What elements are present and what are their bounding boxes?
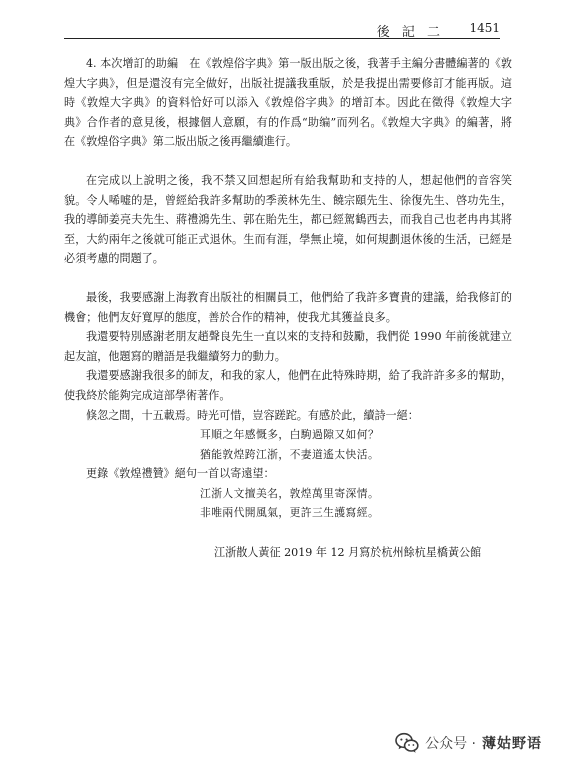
page-number: 1451 bbox=[469, 21, 500, 35]
paragraph-poem-intro: 倏忽之間，十五載焉。時光可惜，豈容蹉跎。有感於此，續詩一絕： bbox=[86, 408, 419, 422]
paragraph-remembrance: 在完成以上說明之後，我不禁又回想起所有給我幫助和支持的人，想起他們的音容笑貌。令人唏嘘的是，曾經給我許多幫助的季羨林先生、饒宗頤先生、徐復先生、啓功先生，我的導師姜亮夫先生、蔣禮鴻先生、郭在貽先生，都已經駕鶴西去，而我自己也老冉冉其將至，大約兩年之後就可能正式退休。生而有涯，學無止境，如何規劃退休後的生活，已經是必須考慮的問題了。 bbox=[64, 173, 512, 266]
page-body bbox=[64, 54, 512, 563]
wechat-icon bbox=[395, 732, 419, 754]
poem-line: 猶能敦煌跨江浙，不妻道遙太快活。 bbox=[200, 447, 380, 461]
running-header bbox=[64, 20, 500, 39]
poem2-intro: 更錄《敦煌禮贊》絕句一首以寄遠望： bbox=[86, 467, 275, 481]
paragraph-assistant-editors: 4. 本次增訂的助編 在《敦煌俗字典》第一版出版之後，我著手主編分書體編著的《敦煌大字典》，但是還沒有完全做好，出版社提議我重版，於是我提出需要修訂才能再版。這時《敦煌大字典》的資料恰好可以添入《敦煌俗字典》的增訂本。因此在徵得《敦煌大字典》合作者的意見後，根據個人意願，有的作爲“助编”而列名。《敦煌大字典》的編著，將在《敦煌俗字典》第二版出版之後再繼續進行。 bbox=[64, 57, 512, 149]
watermark-account-name: 薄姑野语 bbox=[482, 736, 542, 752]
poem-line: 耳順之年感慨多，白駒過隙又如何？ bbox=[200, 428, 380, 442]
paragraph-thanks-publisher: 最後，我要感謝上海教育出版社的相關員工，他們給了我許多寶貴的建議，給我修訂的機會；他們友好寬厚的態度，善於合作的精神，使我尤其獲益良多。 bbox=[64, 290, 512, 324]
paragraph-thanks-friend: 我還要特別感謝老朋友趙聲良先生一直以來的支持和鼓勵，我們從 1990 年前後就建立起友誼，他題寫的贈語是我繼續努力的動力。 bbox=[64, 330, 512, 363]
paragraph-thanks-family: 我還要感謝我很多的師友，和我的家人，他們在此特殊時期，給了我許許多多的幫助，使我終於能夠完成這部學術著作。 bbox=[64, 369, 512, 402]
poem-line: 江浙人文擅美名，敦煌萬里寄深情。 bbox=[200, 486, 380, 500]
signature-line: 江浙散人黃征 2019 年 12 月寫於杭州餘杭星橋黃公館 bbox=[214, 546, 482, 560]
watermark bbox=[395, 730, 542, 756]
poem-line: 非唯兩代開風氣，更許三生護寫經。 bbox=[200, 506, 380, 520]
watermark-source: 公众号 · bbox=[425, 736, 476, 752]
header-title: 後 記 二 bbox=[376, 25, 444, 40]
